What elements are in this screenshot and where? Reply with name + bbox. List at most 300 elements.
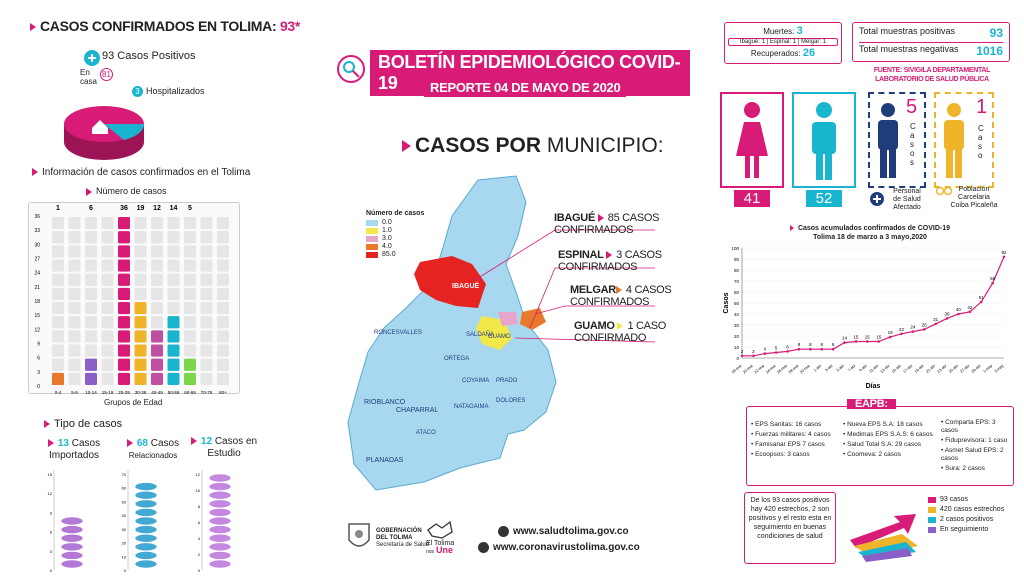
age-xtick-label: 30-39 [134, 390, 147, 395]
type-tick-label: 12 [195, 472, 200, 477]
url-2-text[interactable]: www.coronavirustolima.gov.co [493, 542, 640, 554]
line-xtick-label: 30-mar [799, 363, 811, 375]
line-ytick-label: 40 [733, 312, 739, 317]
health-card [868, 92, 926, 188]
age-grid-cell [52, 288, 64, 300]
age-grid-cell [184, 330, 196, 342]
age-grid-cell [85, 217, 97, 229]
eapb-item: • Salud Total S.A: 29 casos [843, 441, 922, 448]
type-tick-label: 6 [197, 520, 200, 525]
age-grid-cell [201, 302, 213, 314]
gov-label [376, 528, 429, 549]
globe-icon [478, 542, 489, 553]
line-point [752, 355, 755, 358]
coat-of-arms-icon [346, 520, 372, 554]
line-xtick-label: 7-abr [847, 363, 857, 373]
line-ytick-label: 60 [733, 290, 739, 295]
line-xtick-label: 23-abr [936, 363, 948, 374]
line-point [934, 323, 937, 326]
info-title-text: Información de casos confirmados en el Tolima [42, 167, 251, 178]
age-grid-cell [102, 373, 114, 385]
line-point-label: 51 [978, 294, 984, 300]
age-grid-cell [201, 373, 213, 385]
age-bar-segment [118, 345, 130, 357]
callout-guamo-text: 1 CASO [627, 320, 666, 332]
type-tick-label: 0 [197, 568, 200, 573]
age-ytick-label: 6 [37, 355, 40, 362]
line-xtick-label: 18-mar [730, 363, 743, 375]
type-coin [135, 551, 157, 559]
type-coin [209, 500, 231, 508]
age-data-label: 14 [169, 205, 178, 212]
map-label-roncesvalles: RONCESVALLES [374, 330, 422, 336]
age-grid-cell [217, 260, 229, 272]
age-bar-segment [168, 359, 180, 371]
age-xtick-label: 15-19 [101, 390, 114, 395]
age-grid-cell [217, 330, 229, 342]
brand-label [426, 540, 454, 556]
bulletin-subtitle: REPORTE 04 DE MAYO DE 2020 [424, 78, 626, 97]
age-grid-cell [217, 231, 229, 243]
callout-melgar-name: MELGAR [570, 284, 616, 296]
eapb-item: • Famisanar EPS 7 casos [751, 441, 825, 448]
line-xtick-label: 24-mar [765, 363, 777, 375]
men-card [792, 92, 856, 188]
line-point-label: 4 [763, 346, 767, 352]
callout-espinal-name: ESPINAL [558, 249, 604, 261]
type-imported-label2: Importados [48, 450, 100, 461]
url-2[interactable] [478, 542, 640, 553]
map-label-ibague: IBAGUÉ [452, 283, 480, 290]
type-title-text: Tipo de casos [54, 418, 123, 430]
map-label-guamo: GUAMO [488, 334, 511, 340]
line-point [763, 352, 766, 355]
age-bar-segment [135, 359, 147, 371]
age-grid-cell [217, 217, 229, 229]
recovered-value: 26 [802, 47, 816, 59]
health-label1: Personal [893, 188, 921, 195]
age-ytick-label: 15 [34, 313, 40, 320]
type-coin [135, 560, 157, 568]
age-grid-cell [201, 260, 213, 272]
age-grid-cell [135, 245, 147, 257]
title-prefix: CASOS CONFIRMADOS EN TOLIMA: [40, 18, 277, 34]
line-xtick-label: 27-abr [959, 363, 971, 374]
age-bar-segment [135, 330, 147, 342]
age-bar-segment [118, 302, 130, 314]
type-coin [61, 517, 83, 525]
type-imported-label1: Casos [71, 438, 101, 449]
type-tick-label: 20 [121, 540, 126, 546]
age-bar-segment [135, 345, 147, 357]
woman-icon [722, 94, 782, 186]
line-ytick-label: 80 [733, 268, 739, 273]
eapb-col1 [751, 421, 835, 461]
age-xtick-label: 50-59 [167, 390, 180, 395]
eapb-item: • Sura: 2 casos [941, 465, 985, 472]
type-tick-label: 50 [121, 499, 126, 505]
deaths-box [724, 22, 842, 64]
age-grid-cell [151, 231, 163, 243]
age-bar-segment [118, 245, 130, 257]
total-pos-value: 93 [989, 26, 1003, 40]
age-grid-cell [201, 288, 213, 300]
line-ytick-label: 0 [736, 356, 739, 361]
followup-legend-label: 2 casos positivos [940, 516, 994, 523]
handshake-icon [426, 518, 454, 540]
age-chart [28, 186, 243, 412]
age-bar-segment [168, 330, 180, 342]
age-grid-cell [102, 274, 114, 286]
callout-guamo-text2: CONFIRMADO [574, 332, 647, 344]
total-neg-label: Total muestras negativas [859, 44, 959, 54]
municipio-title [402, 134, 664, 158]
followup-legend-item [928, 516, 1008, 524]
plus-icon [84, 50, 100, 66]
age-grid-cell [102, 217, 114, 229]
age-grid-cell [69, 260, 81, 272]
age-ytick-label: 21 [34, 284, 40, 291]
age-grid-cell [102, 302, 114, 314]
line-xtick-label: 1-may [982, 363, 994, 374]
url-1[interactable] [498, 526, 629, 537]
line-point-label: 15 [864, 334, 870, 340]
municipio-title-light: MUNICIPIO: [546, 134, 664, 157]
total-neg-value: 1016 [976, 44, 1003, 58]
deaths-detail: Ibagué: 1 | Espinal: 1 | Melgar: 1 [728, 38, 838, 46]
age-grid-cell [184, 231, 196, 243]
map-legend-label: 4.0 [382, 243, 392, 250]
source-line1: FUENTE: SIVIGILA DEPARTAMENTAL [873, 67, 991, 74]
virus-search-icon [336, 54, 366, 84]
type-coin [135, 483, 157, 491]
eapb-col2 [843, 421, 935, 461]
age-bar-segment [118, 260, 130, 272]
callout-ibague-name: IBAGUÉ [554, 212, 595, 224]
cumulative-title-text: Casos acumulados confirmados de COVID-19 [797, 225, 951, 232]
eapb-item: • Medimas EPS S.A.S: 6 casos [843, 431, 933, 438]
age-grid-cell [151, 316, 163, 328]
age-grid-cell [168, 274, 180, 286]
type-coin [61, 551, 83, 559]
age-grid-cell [168, 288, 180, 300]
line-ytick-label: 90 [733, 257, 739, 262]
age-grid-cell [151, 274, 163, 286]
age-bar-segment [135, 373, 147, 385]
line-point [866, 340, 869, 343]
age-grid-cell [201, 231, 213, 243]
age-bar-segment [118, 274, 130, 286]
line-point [946, 317, 949, 320]
age-xtick-label: 10-14 [85, 390, 97, 395]
callout-melgar-text2: CONFIRMADOS [570, 296, 650, 308]
type-coin [135, 526, 157, 534]
age-grid-cell [168, 302, 180, 314]
age-ytick-label: 0 [37, 384, 40, 390]
age-grid-cell [102, 345, 114, 357]
eapb-col3 [941, 419, 1013, 475]
line-point [855, 340, 858, 343]
man-icon [794, 94, 854, 186]
age-grid-cell [201, 245, 213, 257]
line-xtick-label: 15-abr [891, 363, 903, 374]
cumulative-chart [720, 224, 1010, 394]
type-tick-label: 15 [47, 472, 52, 477]
callout-guamo [574, 320, 666, 344]
age-grid-cell [52, 345, 64, 357]
health-label [884, 188, 930, 212]
age-grid-cell [52, 245, 64, 257]
type-coin [209, 560, 231, 568]
line-xtick-label: 5-abr [835, 363, 846, 373]
type-coin [135, 508, 157, 516]
age-grid-cell [184, 260, 196, 272]
age-grid-cell [102, 316, 114, 328]
age-chart-title-text: Número de casos [96, 186, 167, 196]
summary-graphic [62, 48, 262, 158]
age-grid-cell [52, 217, 64, 229]
age-grid-cell [102, 288, 114, 300]
eapb-item: • Fiduprevisora: 1 caso [941, 437, 1008, 444]
age-grid-cell [102, 359, 114, 371]
prison-card [934, 92, 994, 188]
age-ytick-label: 3 [37, 369, 40, 376]
line-xtick-label: 26-mar [776, 363, 789, 375]
age-grid-cell [69, 288, 81, 300]
age-bar-segment [151, 330, 163, 342]
age-grid-cell [85, 345, 97, 357]
title-value: 93* [279, 18, 301, 34]
type-stacks [38, 466, 258, 574]
followup-legend-label: 93 casos [940, 496, 969, 503]
age-xtick-label: 60-69 [184, 390, 196, 395]
age-grid-cell [168, 217, 180, 229]
prison-word: Caso [978, 124, 984, 160]
age-bar-segment [168, 373, 180, 385]
age-grid-cell [184, 316, 196, 328]
line-point [957, 313, 960, 316]
type-coin [209, 508, 231, 516]
type-coin [61, 560, 83, 568]
map-label-dolores: DOLORES [496, 398, 526, 404]
followup-legend-swatch [928, 517, 936, 523]
type-coin [135, 491, 157, 499]
age-grid-cell [217, 274, 229, 286]
age-grid-cell [85, 302, 97, 314]
line-point-label: 8 [809, 342, 812, 348]
eapb-item: • Asmet Salud EPS: 2 casos [941, 447, 1004, 462]
age-bar-segment [118, 217, 130, 229]
type-coin [209, 491, 231, 499]
eapb-item: • Ecoopsos: 3 casos [751, 451, 810, 458]
age-grid-cell [184, 245, 196, 257]
age-bar-segment [118, 330, 130, 342]
line-ytick-label: 30 [733, 323, 739, 328]
eapb-item: • Fuerzas militares: 4 casos [751, 431, 831, 438]
age-grid-cell [69, 245, 81, 257]
line-ytick-label: 70 [733, 279, 739, 284]
age-bar-segment [85, 359, 97, 371]
map-legend-label: 1.0 [382, 227, 392, 234]
followup-legend-swatch [928, 507, 936, 513]
followup-legend-swatch [928, 527, 936, 533]
line-xtick-label: 11-abr [868, 363, 880, 374]
line-point [843, 341, 846, 344]
age-grid-cell [184, 217, 196, 229]
prison-label3: Coiba Picaleña [950, 202, 998, 209]
cumulative-subtitle: Tolima 18 de marzo a 3 mayo,2020 [813, 234, 927, 241]
line-point [980, 301, 983, 304]
brand-label2: nos [426, 549, 435, 555]
type-tick-label: 10 [121, 554, 126, 560]
line-point-label: 6 [786, 344, 789, 350]
line-ylabel: Casos [723, 292, 730, 314]
line-point [877, 340, 880, 343]
age-grid-cell [135, 231, 147, 243]
age-xtick-label: 0-4 [54, 390, 62, 395]
map-label-natagaima: NATAGAIMA [454, 404, 489, 410]
health-word: Casos [910, 122, 916, 167]
line-point-label: 15 [876, 334, 882, 340]
type-coin [135, 517, 157, 525]
age-grid-cell [201, 217, 213, 229]
line-point-label: 8 [797, 342, 801, 348]
age-grid-cell [151, 260, 163, 272]
age-grid-cell [69, 359, 81, 371]
age-ytick-label: 30 [34, 242, 40, 249]
age-grid-cell [52, 302, 64, 314]
gov-label2: DEL TOLIMA [376, 535, 413, 541]
age-grid-cell [69, 316, 81, 328]
age-grid-cell [201, 274, 213, 286]
line-point [1003, 256, 1006, 259]
age-grid-cell [69, 345, 81, 357]
type-coin [209, 543, 231, 551]
prison-label1: Población [958, 186, 990, 193]
age-grid-cell [184, 274, 196, 286]
age-data-label: 12 [153, 205, 161, 212]
age-bar-segment [168, 345, 180, 357]
page-title [30, 18, 300, 34]
map-legend-label: 0.0 [382, 219, 392, 226]
age-bar-segment [118, 288, 130, 300]
men-count: 52 [806, 190, 842, 207]
line-point [889, 336, 892, 339]
line-point-label: 40 [955, 307, 961, 312]
age-bar-segment [184, 359, 196, 371]
line-ytick-label: 100 [731, 246, 739, 251]
map-label-chaparral: CHAPARRAL [396, 407, 439, 414]
line-xtick-label: 22-mar [753, 363, 766, 375]
followup-legend-swatch [928, 497, 936, 503]
type-tick-label: 0 [123, 568, 126, 573]
age-data-label: 19 [136, 205, 145, 212]
type-imported-value: 13 [57, 438, 69, 449]
eapb-item: • Nueva EPS S.A: 18 casos [843, 421, 923, 428]
age-grid-cell [135, 288, 147, 300]
age-bar-segment [168, 316, 180, 328]
line-point [775, 351, 778, 354]
health-label3: Afectado [893, 204, 921, 211]
callout-guamo-name: GUAMO [574, 320, 615, 332]
type-coin [209, 474, 231, 482]
age-grid-cell [151, 302, 163, 314]
cumulative-svg [720, 242, 1010, 394]
arrows-graphic [846, 494, 926, 564]
age-grid-cell [135, 217, 147, 229]
line-point-label: 2 [752, 348, 755, 354]
health-label2: de Salud [893, 196, 921, 203]
line-point-label: 42 [967, 304, 973, 310]
type-tick-label: 8 [197, 504, 200, 509]
line-xtick-label: 21-abr [925, 363, 937, 374]
bulletin-title: BOLETÍN EPIDEMIOLÓGICO COVID- 19 [370, 50, 690, 96]
age-grid-cell [52, 359, 64, 371]
line-point-label: 31 [933, 316, 939, 322]
age-grid-cell [85, 231, 97, 243]
line-xtick-label: 19-abr [913, 363, 925, 374]
age-grid-cell [201, 316, 213, 328]
map-label-prado: PRADO [496, 378, 518, 384]
home-value: 81 [100, 68, 113, 81]
line-xtick-label: 29-abr [970, 363, 982, 374]
age-grid-cell [69, 231, 81, 243]
line-xtick-label: 9-abr [858, 363, 868, 373]
line-xtick-label: 20-mar [742, 363, 755, 375]
type-related [120, 438, 186, 462]
url-1-text[interactable]: www.saludtolima.gov.co [513, 526, 629, 538]
followup-legend-label: 420 casos estrechos [940, 506, 1005, 513]
source-line2: LABORATORIO DE SALUD PÚBLICA [875, 76, 989, 83]
map-label-planadas: PLANADAS [366, 457, 404, 464]
prison-label [944, 186, 1004, 210]
age-grid-cell [69, 373, 81, 385]
followup-legend [928, 496, 1008, 536]
age-bar-segment [151, 373, 163, 385]
callout-ibague [554, 212, 659, 236]
line-point-label: 24 [910, 324, 916, 330]
age-grid-cell [217, 245, 229, 257]
age-grid-cell [201, 345, 213, 357]
line-series [742, 257, 1004, 356]
age-grid-cell [168, 245, 180, 257]
age-bar-segment [118, 231, 130, 243]
callout-ibague-text: 85 CASOS [607, 212, 660, 224]
totals-box [852, 22, 1010, 62]
age-bar-segment [118, 373, 130, 385]
callout-espinal-text: 3 CASOS [616, 249, 662, 261]
age-grid-cell [135, 260, 147, 272]
age-chart-xlabel: Grupos de Edad [104, 398, 163, 407]
age-bar-segment [135, 316, 147, 328]
age-grid-cell [69, 274, 81, 286]
type-coin [209, 534, 231, 542]
type-study-label2: Estudio [207, 448, 241, 459]
map-legend-label: 85.0 [382, 251, 396, 258]
type-coin [61, 526, 83, 534]
line-point [741, 355, 744, 358]
line-point-label: 2 [740, 348, 744, 354]
age-bar-segment [151, 359, 163, 371]
map-label-saldana: SALDAÑA [466, 332, 495, 338]
type-study [188, 436, 260, 460]
line-xtick-label: 13-abr [879, 363, 891, 374]
type-tick-label: 6 [49, 529, 52, 535]
age-data-label: 5 [188, 205, 192, 212]
map-label-ataco: ATACO [416, 430, 436, 436]
line-point [923, 328, 926, 331]
age-grid-cell [69, 330, 81, 342]
